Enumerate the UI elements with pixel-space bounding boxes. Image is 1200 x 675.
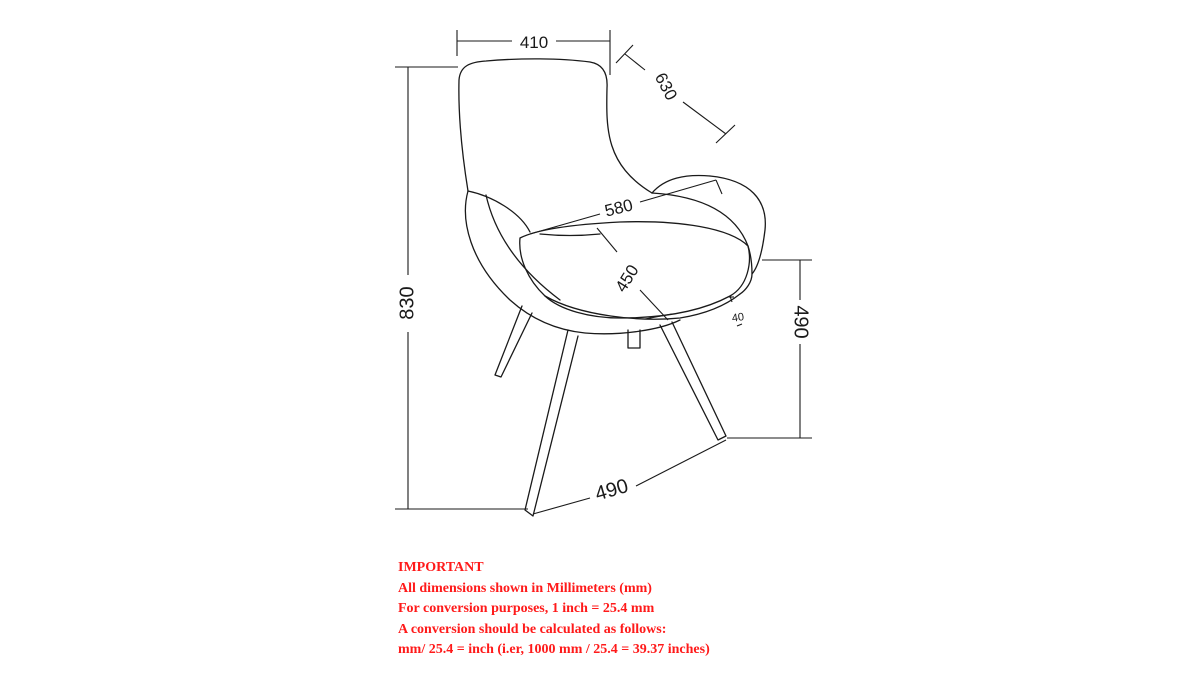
- dim-seat-width-label: 580: [602, 195, 635, 221]
- chair-seat-crease: [540, 234, 600, 236]
- chair-leg-front-right: [660, 322, 726, 440]
- chair-outline: [459, 59, 765, 516]
- dim-back-width-label: 410: [519, 33, 549, 52]
- chair-seat-front-edge: [545, 294, 740, 319]
- dim-total-height: [395, 67, 528, 509]
- dim-seat-height: [727, 260, 812, 438]
- dim-seat-thickness: [729, 296, 745, 326]
- dim-depth-label: 630: [650, 69, 681, 104]
- chair-right-arm-inner: [652, 193, 752, 274]
- dim-seat-depth-label: 450: [611, 261, 643, 296]
- chair-backrest-inner: [468, 191, 530, 232]
- dim-seat-depth: [597, 228, 672, 320]
- dim-base-depth-label: 490: [592, 475, 631, 506]
- chair-left-shell: [465, 191, 680, 334]
- notes-line-calculation-intro: A conversion should be calculated as follows:: [398, 621, 667, 637]
- important-notes: [398, 558, 710, 661]
- notes-line-units: All dimensions shown in Millimeters (mm): [398, 580, 652, 596]
- dim-seat-thickness-label: 40: [731, 311, 745, 325]
- notes-line-conversion-factor: For conversion purposes, 1 inch = 25.4 mm: [398, 601, 655, 616]
- chair-leg-front-left: [525, 330, 578, 516]
- notes-title: IMPORTANT: [398, 560, 484, 575]
- notes-line-formula: mm/ 25.4 = inch (i.er, 1000 mm / 25.4 = 39.37 inches): [398, 642, 710, 657]
- dim-seat-height-label: 490: [789, 305, 812, 339]
- chair-left-shell-inner: [486, 195, 560, 300]
- dim-depth: [616, 45, 735, 143]
- chair-right-arm: [710, 176, 765, 294]
- dim-back-width: [457, 30, 610, 75]
- chair-backrest: [459, 59, 652, 193]
- chair-leg-back-left: [495, 306, 532, 377]
- dim-total-height-label: 830: [396, 286, 419, 320]
- dim-base-depth: [533, 440, 726, 514]
